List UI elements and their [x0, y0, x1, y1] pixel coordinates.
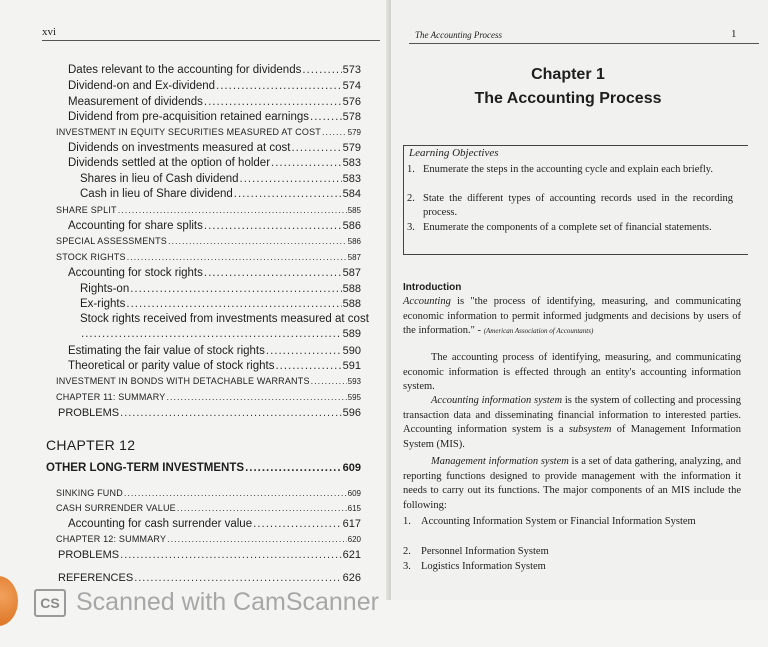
toc-entry-title: Rights-on [80, 283, 130, 295]
dot-leader [322, 127, 347, 137]
header-rule [42, 40, 380, 41]
term: Accounting information system [431, 395, 563, 406]
mis-component [403, 560, 741, 575]
toc-entry [80, 313, 371, 325]
dot-leader [118, 205, 347, 215]
dot-leader [177, 503, 347, 513]
toc-entry [68, 80, 361, 92]
toc-entry [68, 518, 361, 530]
toc-entry [58, 572, 361, 584]
chapter-label: Chapter 1 [531, 66, 605, 83]
toc-entry-title: SPECIAL ASSESSMENTS [56, 236, 168, 246]
toc-entry [56, 252, 361, 262]
toc-page-number: 615 [347, 504, 361, 513]
toc-entry-title: Theoretical or parity value of stock rights [68, 360, 275, 372]
list-number: 3. [403, 561, 411, 572]
toc-entry-title: INVESTMENT IN EQUITY SECURITIES MEASURED AT COST [56, 127, 321, 137]
left-page [0, 0, 391, 600]
toc-entry-title: Dividend-on and Ex-dividend [68, 80, 216, 92]
objective-text: State the different types of accounting records used in the recording process. [423, 193, 733, 218]
dot-leader [302, 64, 341, 76]
objective-item [407, 163, 733, 177]
toc-entry-title: Cash in lieu of Share dividend [80, 188, 233, 200]
toc-entry-title: Dividend from pre-acquisition retained earnings [68, 111, 309, 123]
toc-entry-title: Dates relevant to the accounting for dividends [68, 64, 302, 76]
objective-item [407, 192, 733, 220]
toc-page-number: 590 [342, 345, 361, 357]
toc-page-number: 587 [347, 253, 361, 262]
toc-entry-title: Accounting for share splits [68, 220, 203, 232]
toc-page-number: 589 [342, 328, 361, 340]
toc-entry-title: PROBLEMS [58, 407, 120, 419]
list-number: 2. [403, 546, 411, 557]
toc-page-number: 596 [342, 407, 361, 419]
introduction-heading: Introduction [403, 282, 462, 293]
dot-leader [81, 328, 342, 340]
dot-leader [126, 298, 341, 310]
toc-entry-title: Shares in lieu of Cash dividend [80, 173, 239, 185]
running-header: The Accounting Process [415, 30, 502, 40]
paragraph-text: of Management Information System (MIS). [403, 424, 741, 450]
dot-leader [271, 157, 342, 169]
left-page-number: xvi [42, 26, 57, 38]
toc-entry-title: CASH SURRENDER VALUE [56, 503, 176, 513]
toc-entry [80, 298, 361, 310]
chapter-title: The Accounting Process [474, 90, 662, 107]
toc-page-number: 583 [342, 157, 361, 169]
toc-entry [68, 142, 361, 154]
objective-number: 2. [407, 193, 415, 204]
dot-leader [120, 549, 342, 561]
toc-page-number: 593 [347, 377, 361, 386]
toc-entry-title: INVESTMENT IN BONDS WITH DETACHABLE WARRANTS [56, 376, 310, 386]
toc-page-number: 586 [347, 237, 361, 246]
objective-item [407, 221, 733, 235]
toc-entry [68, 111, 361, 123]
toc-entry [80, 173, 361, 185]
toc-page-number: 574 [342, 80, 361, 92]
citation: (American Association of Accountants) [483, 327, 594, 336]
dot-leader [204, 96, 342, 108]
dot-leader [204, 267, 342, 279]
dot-leader [167, 534, 346, 544]
paragraph-text: is the system of collecting and processing transaction data and disseminating financial information to interested parties. Accounting information system is a [403, 395, 741, 436]
list-text: Logistics Information System [421, 561, 546, 572]
dot-leader [134, 572, 341, 584]
toc-page-number: 579 [347, 128, 361, 137]
dot-leader [127, 252, 347, 262]
paragraph-accounting-definition [403, 295, 741, 339]
toc-page-number: 609 [342, 462, 361, 474]
toc-entry [56, 392, 361, 402]
toc-entry-title: CHAPTER 12: SUMMARY [56, 534, 167, 544]
dot-leader [266, 345, 342, 357]
toc-entry-title: Estimating the fair value of stock rights [68, 345, 265, 357]
objective-text: Enumerate the steps in the accounting cycle and explain each briefly. [423, 164, 713, 175]
toc-entry [68, 96, 361, 108]
toc-page-number: 576 [342, 96, 361, 108]
dot-leader [167, 392, 347, 402]
toc-entry [58, 549, 361, 561]
dot-leader [275, 360, 341, 372]
paragraph-text: is a set of data gathering, analyzing, and reporting functions designed to provide management with the information it needs to carry out its functions. The major components of an MIS include the following: [403, 456, 741, 511]
watermark-text: Scanned with CamScanner [76, 588, 379, 616]
toc-entry-title: SINKING FUND [56, 488, 123, 498]
toc-page-number: 588 [342, 298, 361, 310]
toc-page-number: 578 [342, 111, 361, 123]
toc-page-number: 621 [342, 549, 361, 561]
toc-entry [68, 220, 361, 232]
toc-entry [56, 488, 361, 498]
toc-entry-title: Stock rights received from investments measured at cost [80, 313, 369, 325]
toc-entry-title: Dividends on investments measured at cost [68, 142, 291, 154]
toc-entry-title: OTHER LONG-TERM INVESTMENTS [46, 462, 245, 474]
term: Accounting [403, 296, 451, 307]
toc-entry [58, 407, 361, 419]
toc-entry [68, 64, 361, 76]
dot-leader [310, 111, 342, 123]
dot-leader [240, 173, 342, 185]
mis-component [403, 515, 741, 530]
scanner-watermark [34, 588, 379, 617]
dot-leader [291, 142, 341, 154]
camscanner-logo: CS [34, 589, 66, 617]
list-number: 1. [403, 516, 411, 527]
toc-entry [56, 127, 361, 137]
toc-page-number: 591 [342, 360, 361, 372]
toc-entry [68, 267, 361, 279]
objective-text: Enumerate the components of a complete set of financial statements. [423, 222, 712, 233]
toc-entry [68, 360, 361, 372]
toc-entry [56, 503, 361, 513]
toc-entry-title: CHAPTER 11: SUMMARY [56, 392, 166, 402]
right-page-number: 1 [731, 28, 737, 40]
toc-entry [80, 283, 361, 295]
paragraph-ais [403, 394, 741, 452]
list-text: Accounting Information System or Financial Information System [421, 516, 696, 527]
paragraph-mis [403, 455, 741, 513]
dot-leader [130, 283, 341, 295]
toc-page-number: 620 [347, 535, 361, 544]
toc-page-number: 585 [347, 206, 361, 215]
toc-entry [56, 205, 361, 215]
toc-page-number: 586 [342, 220, 361, 232]
toc-page-number: 573 [342, 64, 361, 76]
toc-page-number: 595 [347, 393, 361, 402]
toc-entry [80, 328, 361, 340]
mis-component [403, 545, 741, 560]
objective-number: 3. [407, 222, 415, 233]
toc-entry-title: Accounting for cash surrender value [68, 518, 253, 530]
toc-page-number: 626 [342, 572, 361, 584]
toc-entry [80, 188, 361, 200]
objective-number: 1. [407, 164, 415, 175]
toc-page-number: 587 [342, 267, 361, 279]
toc-page-number: 588 [342, 283, 361, 295]
term: Management information system [431, 456, 569, 467]
toc-entry [68, 157, 361, 169]
chapter-12-heading: CHAPTER 12 [46, 437, 136, 453]
paragraph-process: The accounting process of identifying, measuring, and communicating economic information is effected through an entity's accounting information system. [403, 352, 741, 393]
toc-entry [56, 236, 361, 246]
toc-page-number: 583 [342, 173, 361, 185]
right-page [391, 0, 768, 600]
toc-entry-title: REFERENCES [58, 572, 134, 584]
dot-leader [253, 518, 342, 530]
dot-leader [311, 376, 347, 386]
toc-entry [68, 345, 361, 357]
toc-entry-title: Ex-rights [80, 298, 126, 310]
dot-leader [245, 462, 342, 474]
toc-page-number: 617 [342, 518, 361, 530]
toc-entry-title: STOCK RIGHTS [56, 252, 126, 262]
dot-leader [124, 488, 347, 498]
dot-leader [216, 80, 342, 92]
toc-entry-title: Accounting for stock rights [68, 267, 203, 279]
toc-entry [46, 462, 361, 474]
dot-leader [234, 188, 342, 200]
learning-objectives-title: Learning Objectives [409, 147, 499, 159]
toc-entry-title: PROBLEMS [58, 549, 120, 561]
dot-leader [204, 220, 342, 232]
paragraph-text: is "the process of identifying, measuring, and communicating economic information to permit informed judgments and decisions by users of the information." - [403, 296, 741, 337]
toc-entry-title: Dividends settled at the option of holder [68, 157, 271, 169]
list-text: Personnel Information System [421, 546, 549, 557]
dot-leader [168, 236, 347, 246]
toc-page-number: 579 [342, 142, 361, 154]
toc-page-number: 609 [347, 489, 361, 498]
toc-page-number: 584 [342, 188, 361, 200]
toc-entry-title: Measurement of dividends [68, 96, 203, 108]
toc-entry [56, 376, 361, 386]
toc-entry-title: SHARE SPLIT [56, 205, 117, 215]
header-rule [409, 43, 759, 44]
dot-leader [120, 407, 342, 419]
toc-entry [56, 534, 361, 544]
term: subsystem [568, 424, 612, 436]
